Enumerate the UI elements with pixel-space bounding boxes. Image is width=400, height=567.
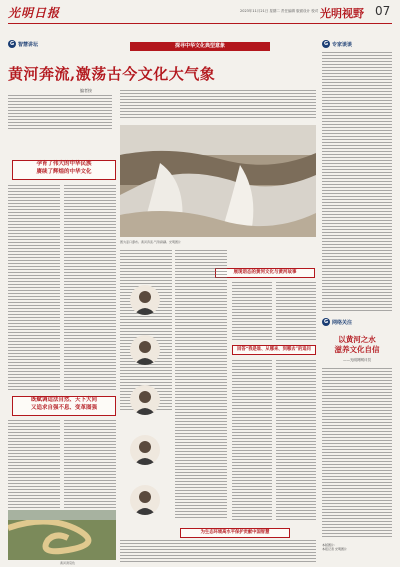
series-banner: 探寻中华文化典型意象 [130,42,270,51]
side-article-subtitle: ——光明网网评员 [343,358,371,362]
section-label-left: G 智慧讲坛 [9,41,39,48]
portrait-5 [130,485,160,515]
portrait-4 [130,435,160,465]
dateline: 2023年11月21日 星期二 责任编辑 版面设计 校对 [240,9,319,13]
g-icon: G [323,319,329,325]
side-article-title: 以黄河之水 滋养文化自信 [334,335,380,354]
middle-column-text-e [232,360,272,520]
bottom-photo-caption: 黄河湾景色 [60,561,76,565]
middle-column-text-c [232,282,272,342]
main-photo [120,125,316,237]
subhead-box-4: 回答“我是谁、从哪来、到哪去”的追问 [232,345,316,355]
person-icon [130,285,160,315]
section-label-right: G 专家谈谈 [323,41,353,48]
bottom-text [120,540,316,562]
subhead-box-3: 既赋调适法自然、天下大同 又追求自强不息、变革图强 [12,396,116,416]
left-column-text-a [8,185,60,390]
portrait-2 [130,335,160,365]
g-icon: G [9,41,15,47]
byline: 编者按 [80,88,92,93]
middle-column-text-f [276,360,316,520]
person-icon [130,335,160,365]
subhead-box-5: 为生态环境高水平保护贡献中国智慧 [180,528,290,538]
main-photo-caption: 图为壶口瀑布。黄河奔流,气势磅礴。光明图片 [120,240,181,244]
masthead-rule [8,23,392,24]
waterfall-illustration [120,125,316,237]
portrait-3 [130,385,160,415]
middle-column-text-d [276,282,316,342]
left-column-text-b [64,185,116,390]
bottom-photo [8,510,116,560]
page-number: 07 [375,4,391,18]
person-icon [130,485,160,515]
subhead-box-1: 孕育了伟大的中华民族 赓续了辉煌的中华文化 [12,160,116,180]
river-bend-illustration [8,510,116,560]
middle-column-text-b [175,250,227,520]
right-column-text-a [322,52,392,312]
section-name: 光明视野 [320,7,364,20]
newspaper-logo: 光明日报 [8,6,61,20]
portrait-1 [130,285,160,315]
person-icon [130,435,160,465]
subhead-box-2: 展现语态的黄河文化与黄河故事 [215,268,315,278]
intro-text [8,95,112,129]
contributor-list [120,90,316,120]
person-icon [130,385,160,415]
right-column-text-b [322,368,392,538]
section-label-right-bottom: G 网络关注 [323,319,353,326]
g-icon: G [323,41,329,47]
photo-credit: 本版图片: 本报记者 光明图片 [322,543,347,551]
page-title: 黄河奔流,激荡古今文化大气象 [8,65,216,83]
